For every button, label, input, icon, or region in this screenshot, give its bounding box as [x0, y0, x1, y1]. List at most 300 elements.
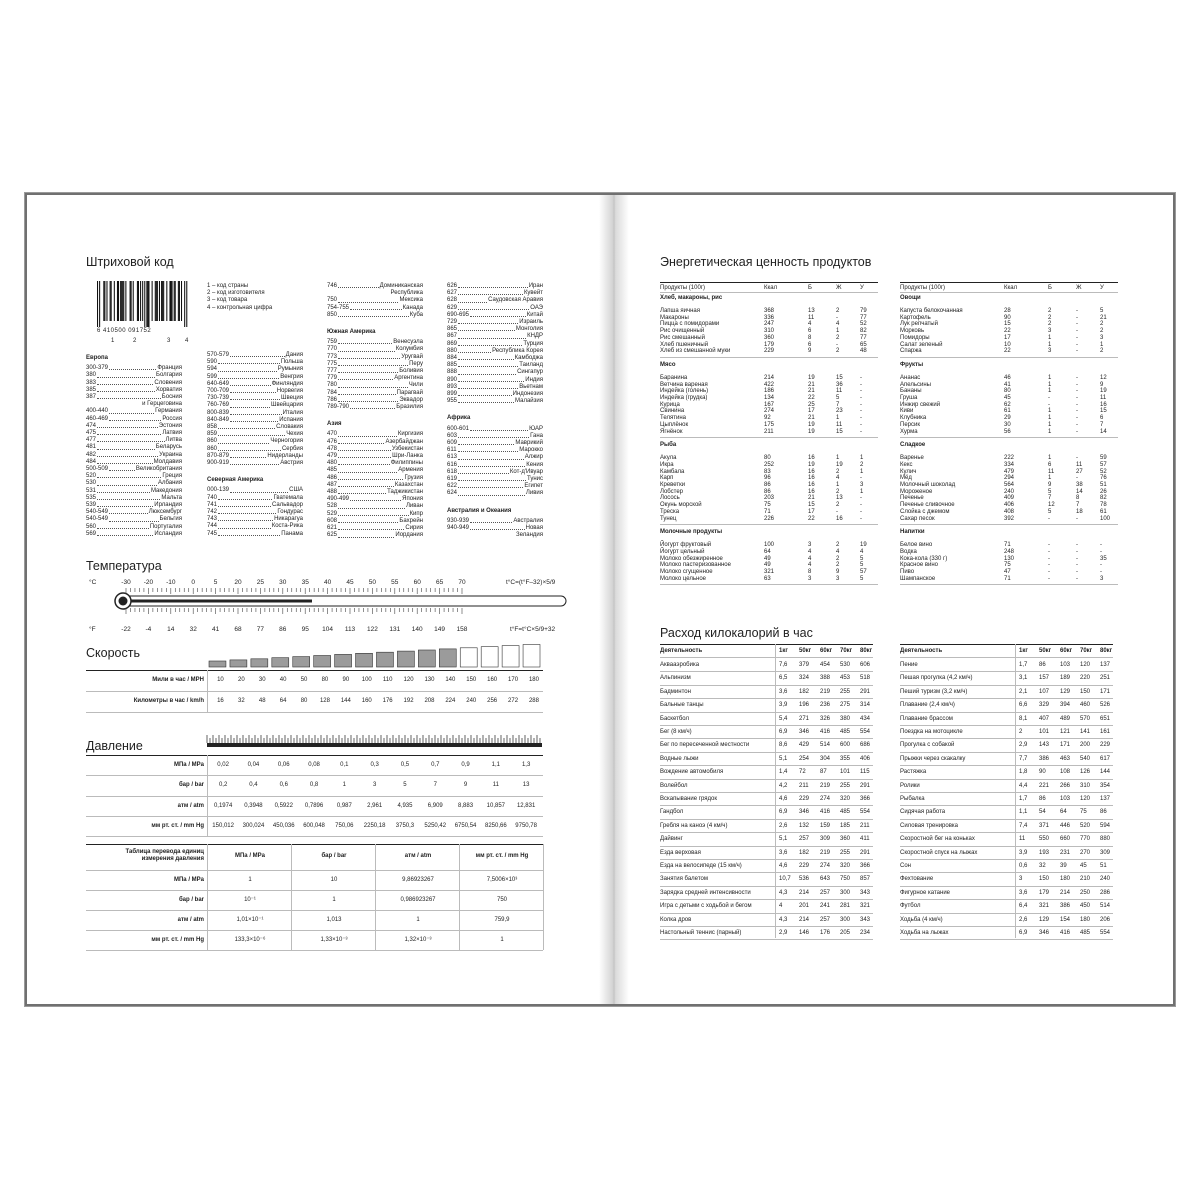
- food-value: 5: [1048, 488, 1052, 495]
- country-name: Словакия: [276, 424, 303, 431]
- country-row: [447, 290, 543, 297]
- country-code: 955: [447, 398, 458, 405]
- kcal-value: 75: [1080, 809, 1087, 816]
- kcal-value: 1,4: [779, 769, 788, 776]
- cal-row-rule: [660, 832, 873, 833]
- pressure-row-rule: [86, 836, 543, 837]
- kcal-value: 201: [799, 903, 810, 910]
- food-name: Акула: [660, 455, 677, 462]
- celsius-tick-label: 60: [413, 579, 421, 586]
- cal-rule: [660, 644, 873, 645]
- cal-row-rule: [660, 846, 873, 847]
- kmh-value: 48: [258, 698, 266, 704]
- kmh-value: 208: [424, 698, 435, 704]
- food-value: 1: [1048, 381, 1052, 388]
- dot-leader: [338, 343, 392, 344]
- country-name: Бахрейн: [399, 517, 423, 524]
- country-row: [86, 466, 182, 473]
- country-code: 470: [327, 431, 338, 438]
- dot-leader: [97, 535, 153, 536]
- mph-value: 130: [424, 677, 435, 683]
- food-value: 321: [764, 569, 775, 575]
- kcal-value: 7,7: [1019, 755, 1028, 762]
- barcode-bar: [131, 281, 132, 321]
- activity-name: Пеший туризм (3,2 км/ч): [900, 688, 968, 695]
- dot-leader: [97, 463, 153, 464]
- dot-leader: [338, 365, 408, 366]
- country-name: Чили: [408, 382, 423, 389]
- country-name: Финляндия: [271, 380, 303, 387]
- pressure-row-rule: [86, 796, 543, 797]
- kcal-value: 454: [820, 662, 831, 668]
- food-value: 92: [764, 415, 771, 422]
- kcal-value: 211: [860, 822, 870, 829]
- dot-leader: [230, 407, 270, 408]
- food-value: 15: [1100, 408, 1107, 415]
- barcode-bar: [122, 281, 123, 321]
- food-value: 3: [1048, 348, 1052, 355]
- cal-row-rule: [660, 859, 873, 860]
- kcal-value: 161: [1100, 729, 1111, 735]
- food-value: 10: [1004, 341, 1011, 348]
- energy-header: Ж: [1076, 285, 1082, 291]
- conv-value: 750: [496, 897, 507, 903]
- food-value: -: [1100, 542, 1102, 549]
- country-name: Австрия: [280, 460, 303, 467]
- cal-header: 80кг: [1100, 648, 1113, 654]
- pressure-value: 4,935: [397, 802, 413, 809]
- food-value: 274: [764, 408, 775, 415]
- country-name: Босния: [161, 394, 182, 401]
- dot-leader: [458, 388, 518, 389]
- food-value: 22: [1004, 348, 1011, 355]
- kcal-value: 324: [799, 675, 810, 682]
- dot-leader: [338, 479, 403, 480]
- country-name: Бельгия: [159, 516, 182, 523]
- kcal-value: 536: [799, 876, 810, 883]
- dot-leader: [338, 522, 398, 523]
- food-value: -: [860, 395, 862, 401]
- country-row: [447, 305, 543, 312]
- cal-row-rule: [900, 872, 1113, 873]
- cal-row-rule: [900, 913, 1113, 914]
- food-value: 26: [1100, 488, 1107, 495]
- country-name: Венгрия: [280, 373, 303, 380]
- food-value: 23: [836, 408, 843, 415]
- barcode-bar: [118, 281, 119, 321]
- food-name: Мороженое: [900, 488, 933, 495]
- country-row: [86, 509, 182, 516]
- pressure-value: 5: [403, 782, 407, 789]
- food-value: 56: [1004, 428, 1011, 435]
- barcode-bar: [178, 281, 179, 321]
- country-name: Литва: [165, 437, 182, 444]
- kcal-value: 514: [820, 742, 831, 749]
- mph-value: 30: [258, 677, 266, 683]
- food-value: 75: [764, 502, 771, 509]
- thermometer: [86, 575, 556, 635]
- country-row: [86, 524, 182, 531]
- food-value: 240: [1004, 488, 1015, 495]
- pressure-rule: [86, 755, 543, 756]
- group-rule: [660, 437, 878, 438]
- conv-header: атм / atm: [404, 853, 432, 859]
- food-group: Рыба: [660, 442, 677, 449]
- kcal-value: 274: [820, 863, 831, 869]
- country-row: [86, 473, 182, 480]
- food-value: 6: [1048, 461, 1052, 468]
- food-name: Помидоры: [900, 334, 930, 341]
- food-value: 57: [1100, 461, 1107, 468]
- food-value: 25: [808, 401, 815, 408]
- food-name: Клубника: [900, 415, 927, 422]
- speed-bar: [230, 660, 247, 667]
- kcal-value: 309: [820, 836, 831, 843]
- food-value: 62: [1004, 401, 1011, 408]
- country-row: [327, 503, 423, 510]
- country-code: 540-549: [86, 509, 109, 516]
- kcal-value: 6,9: [779, 809, 788, 816]
- country-name: Сингапур: [517, 369, 543, 376]
- energy-header: У: [1100, 285, 1104, 291]
- food-value: 22: [1004, 328, 1011, 335]
- country-code: 487: [327, 481, 338, 488]
- country-code: 594: [207, 366, 218, 373]
- food-value: 479: [1004, 468, 1015, 475]
- country-name: Япония: [402, 496, 423, 503]
- conv-row-label: атм / atm: [177, 917, 204, 923]
- food-value: 229: [764, 348, 775, 355]
- kcal-value: 343: [860, 916, 871, 923]
- country-row: [447, 469, 543, 476]
- kcal-value: 291: [860, 849, 871, 856]
- pressure-value: 8250,66: [484, 822, 507, 829]
- country-code: 570-579: [207, 352, 230, 358]
- kcal-value: 87: [820, 769, 827, 776]
- food-value: 1: [836, 415, 840, 422]
- country-name: Киргизия: [397, 431, 423, 438]
- barcode-bar: [142, 281, 143, 321]
- kcal-value: 171: [1060, 742, 1071, 749]
- country-name: Иран: [528, 283, 543, 289]
- food-value: -: [1076, 395, 1078, 401]
- group-rule: [900, 584, 1118, 585]
- fahrenheit-formula: t°F=t°C×5/9+32: [510, 626, 556, 633]
- dot-leader: [97, 434, 161, 435]
- food-value: 3: [1048, 328, 1052, 335]
- kcal-value: 185: [840, 822, 851, 829]
- dot-leader: [458, 287, 528, 288]
- country-code: 613: [447, 454, 458, 461]
- country-code: 779: [327, 375, 338, 382]
- kcal-value: 416: [820, 729, 831, 735]
- barcode-bar: [104, 281, 105, 321]
- food-value: -: [860, 508, 862, 515]
- kcal-value: 132: [799, 822, 810, 829]
- kcal-value: 171: [1100, 688, 1111, 695]
- kcal-value: 329: [1039, 702, 1050, 709]
- food-name: Икра: [660, 461, 674, 468]
- food-value: -: [1076, 548, 1078, 555]
- kcal-value: 219: [820, 688, 831, 695]
- kcal-value: 270: [1080, 849, 1091, 856]
- food-value: -: [860, 415, 862, 422]
- conv-value: 0,986923267: [400, 897, 436, 903]
- cal-row-rule: [660, 752, 873, 753]
- barcode-bar: [133, 281, 134, 321]
- food-value: 77: [860, 314, 867, 321]
- country-name: Республика: [390, 290, 423, 297]
- country-code: 750: [327, 297, 338, 304]
- dot-leader: [97, 456, 158, 457]
- country-name: Зеландия: [515, 532, 543, 539]
- kcal-value: 2,6: [1019, 916, 1028, 923]
- conv-header: бар / bar: [321, 853, 347, 859]
- kcal-value: 234: [860, 930, 871, 936]
- kcal-value: 101: [1039, 729, 1050, 735]
- country-name: Швейцария: [270, 402, 303, 409]
- cal-row-rule: [660, 805, 873, 806]
- kcal-value: 554: [860, 729, 871, 735]
- barcode-bar: [117, 281, 118, 321]
- conv-value: 1: [248, 877, 252, 883]
- food-name: Йогурт цельный: [660, 548, 705, 555]
- country-name: Гана: [530, 432, 543, 439]
- food-value: 1: [836, 455, 840, 462]
- mph-value: 10: [217, 677, 224, 683]
- speed-bar: [377, 652, 394, 667]
- food-value: 1: [860, 455, 864, 462]
- dot-leader: [109, 369, 156, 370]
- food-name: Ветчина вареная: [660, 381, 708, 388]
- food-value: 1: [1048, 455, 1052, 462]
- food-name: Лапша яичная: [660, 308, 700, 314]
- country-row: [86, 430, 182, 437]
- country-name: Турция: [523, 340, 543, 347]
- country-name: Молдавия: [153, 458, 182, 465]
- country-row: [327, 361, 423, 368]
- country-row: [327, 312, 423, 319]
- kcal-value: 320: [840, 863, 851, 869]
- food-value: 16: [836, 515, 843, 522]
- kcal-value: 219: [820, 782, 831, 789]
- country-name: Чехия: [286, 431, 303, 438]
- food-value: -: [860, 502, 862, 509]
- conv-value: 10: [330, 877, 338, 883]
- pressure-value: 0,987: [336, 802, 352, 809]
- conv-value: 1,013: [326, 917, 342, 923]
- kcal-value: 5,1: [779, 836, 788, 843]
- dot-leader: [218, 528, 271, 529]
- kcal-value: 176: [820, 930, 831, 936]
- food-value: 4: [808, 321, 812, 328]
- pressure-value: 0,8: [309, 782, 319, 789]
- food-value: 310: [764, 328, 775, 335]
- energy-header: Ж: [836, 285, 842, 291]
- cal-row-rule: [660, 738, 873, 739]
- food-value: -: [860, 428, 862, 435]
- food-value: 564: [1004, 482, 1015, 488]
- food-group: Фрукты: [900, 361, 924, 368]
- food-name: Цыплёнок: [660, 421, 689, 428]
- country-code: 599: [207, 373, 218, 380]
- food-group: Овощи: [900, 295, 921, 301]
- dot-leader: [470, 316, 526, 317]
- country-code: 529: [327, 510, 338, 517]
- barcode-bar: [99, 281, 100, 327]
- country-name: Грузия: [404, 474, 423, 481]
- country-code: 569: [86, 530, 97, 537]
- dot-leader: [97, 477, 161, 478]
- kcal-value: 643: [820, 876, 831, 883]
- kcal-value: 2,1: [1019, 688, 1028, 695]
- country-row: [447, 440, 543, 447]
- kcal-value: 150: [1039, 876, 1050, 883]
- country-name: Эстония: [158, 422, 182, 429]
- food-value: 19: [808, 374, 815, 381]
- dot-leader: [458, 294, 523, 295]
- pressure-row-label: бар / bar: [178, 782, 204, 789]
- food-value: 22: [808, 515, 815, 522]
- legend-line: 3 – код товара: [207, 297, 248, 304]
- kcal-value: 274: [820, 796, 831, 802]
- country-row: [207, 523, 303, 530]
- country-code: 590: [207, 359, 218, 366]
- kcal-value: 4,3: [779, 889, 788, 896]
- dot-leader: [338, 287, 379, 288]
- food-value: 27: [1076, 468, 1083, 475]
- food-value: 203: [764, 495, 775, 502]
- food-value: 9: [1100, 381, 1104, 388]
- country-row: [447, 525, 543, 532]
- food-value: 1: [1048, 334, 1052, 341]
- activity-name: Езда на велосипеде (15 км/ч): [660, 863, 742, 869]
- country-code: 690-695: [447, 311, 470, 318]
- food-value: 86: [764, 488, 771, 495]
- kmh-value: 160: [361, 698, 372, 704]
- country-name: Швеция: [281, 395, 303, 402]
- food-value: -: [1048, 542, 1050, 549]
- food-value: 77: [860, 334, 867, 341]
- country-column: [447, 283, 543, 540]
- conv-value: 9,86923267: [402, 877, 434, 883]
- food-name: Пиво: [900, 569, 915, 575]
- food-value: 360: [764, 334, 775, 341]
- food-value: 35: [1100, 555, 1107, 562]
- barcode-bar: [114, 281, 115, 321]
- food-value: 2: [836, 488, 840, 495]
- food-name: Груша: [900, 395, 918, 401]
- kcal-value: 196: [799, 702, 810, 709]
- food-name: Капуста белокочанная: [900, 308, 963, 314]
- dot-leader: [458, 459, 524, 460]
- conv-value: 1: [332, 897, 336, 903]
- group-rule: [660, 357, 878, 358]
- country-code: 867: [447, 333, 458, 340]
- food-value: 7: [1048, 495, 1052, 502]
- country-row: [447, 341, 543, 348]
- country-code: 626: [447, 283, 458, 289]
- food-name: Карп: [660, 475, 674, 482]
- fahrenheit-tick-label: 95: [301, 626, 309, 633]
- country-code: 800-839: [207, 409, 230, 416]
- country-code: 460-469: [86, 415, 109, 422]
- country-row: [86, 480, 182, 487]
- celsius-tick-label: -20: [143, 579, 154, 586]
- activity-name: Ролики: [900, 782, 920, 789]
- country-name: ЮАР: [529, 425, 543, 432]
- country-row: [327, 354, 423, 361]
- country-code: 490-499: [327, 496, 350, 503]
- food-value: 422: [764, 381, 775, 388]
- food-value: 4: [836, 321, 840, 328]
- energy-header: У: [860, 285, 864, 291]
- pressure-value: 1: [342, 782, 346, 789]
- fahrenheit-tick-label: 86: [279, 626, 287, 633]
- cal-header: 80кг: [860, 648, 873, 654]
- food-value: 80: [764, 455, 771, 462]
- country-row: [207, 509, 303, 516]
- food-value: 2: [1100, 348, 1104, 355]
- dot-leader: [230, 421, 278, 422]
- country-name: Таджикистан: [387, 489, 423, 496]
- food-value: 1: [836, 328, 840, 335]
- food-name: Варенье: [900, 455, 924, 462]
- country-code: 869: [447, 340, 458, 347]
- food-value: -: [860, 401, 862, 408]
- country-code: 885: [447, 362, 458, 369]
- country-row: [447, 433, 543, 440]
- country-code: 628: [447, 297, 458, 304]
- kcal-value: 530: [840, 662, 851, 668]
- dot-leader: [458, 330, 515, 331]
- country-name: КНДР: [527, 333, 543, 340]
- food-value: 2: [836, 542, 840, 549]
- country-name: Сирия: [405, 525, 423, 532]
- fahrenheit-tick-label: 140: [411, 626, 423, 633]
- food-value: -: [1076, 381, 1078, 388]
- food-value: -: [1048, 548, 1050, 555]
- kcal-value: 121: [1060, 729, 1071, 735]
- food-value: 175: [764, 421, 775, 428]
- speed-bar: [523, 645, 540, 668]
- activity-name: Скоростной спуск на лыжах: [900, 849, 978, 856]
- kcal-value: 388: [820, 675, 831, 682]
- dot-leader: [350, 309, 402, 310]
- celsius-tick-label: 0: [191, 579, 196, 586]
- activity-name: Сон: [900, 863, 911, 869]
- conv-value: 133,3×10⁻⁶: [234, 937, 266, 943]
- food-value: 11: [808, 314, 815, 321]
- energy-title: Энергетическая ценность продуктов: [660, 255, 872, 269]
- barcode-digits: 6 410500 091752: [97, 328, 152, 334]
- group-rule: [900, 524, 1118, 525]
- country-code: 884: [447, 355, 458, 362]
- dot-leader: [470, 430, 528, 431]
- food-value: 76: [1100, 475, 1107, 482]
- food-value: 19: [808, 421, 815, 428]
- food-value: 7: [836, 401, 840, 408]
- country-code: 860: [207, 438, 218, 445]
- country-row: [86, 444, 182, 451]
- food-value: 17: [808, 408, 815, 415]
- country-row: [327, 439, 423, 446]
- country-code: 900-919: [207, 460, 230, 467]
- speed-bar: [460, 648, 477, 667]
- country-row: [86, 416, 182, 423]
- dot-leader: [458, 444, 514, 445]
- food-value: -: [1076, 388, 1078, 395]
